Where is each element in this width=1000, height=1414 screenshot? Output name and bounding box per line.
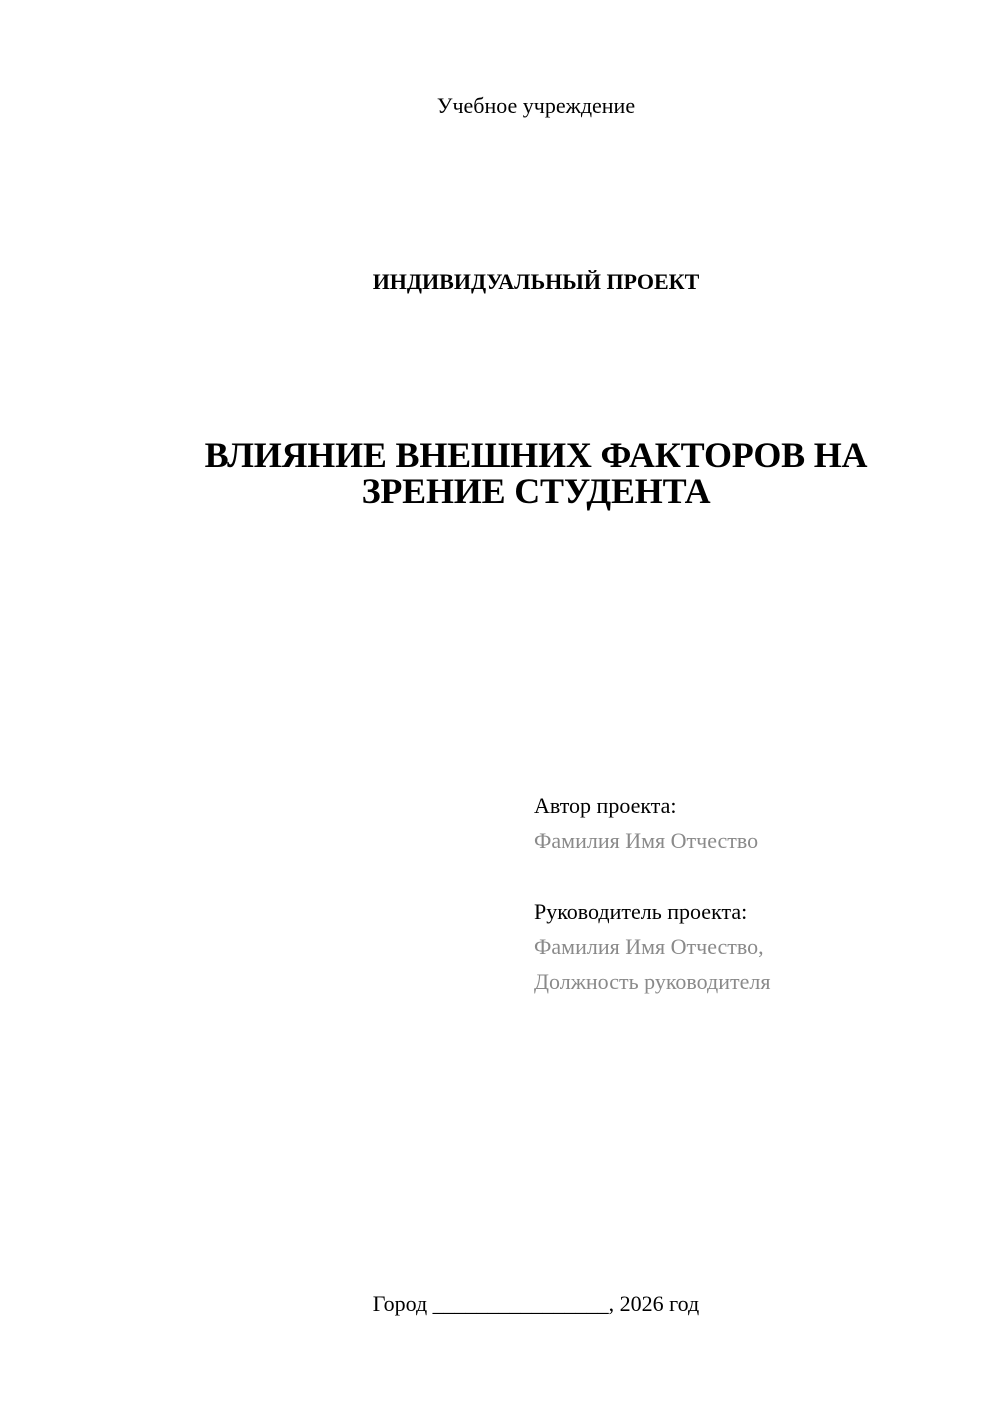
author-name: Фамилия Имя Отчество (534, 828, 759, 853)
project-type-heading: ИНДИВИДУАЛЬНЫЙ ПРОЕКТ (372, 269, 700, 294)
project-info-block (534, 788, 974, 999)
author-label: Автор проекта: (534, 793, 677, 818)
supervisor-name: Фамилия Имя Отчество, (534, 934, 764, 959)
project-title (36, 437, 1000, 509)
city-year-footer: Город ________________, 2026 год (372, 1291, 700, 1316)
institution-name: Учебное учреждение (436, 93, 636, 118)
project-title-line-1: ВЛИЯНИЕ ВНЕШНИХ ФАКТОРОВ НА (204, 435, 868, 475)
project-title-line-2: ЗРЕНИЕ СТУДЕНТА (361, 471, 711, 511)
supervisor-position: Должность руководителя (534, 969, 771, 994)
spacer (534, 858, 974, 894)
supervisor-label: Руководитель проекта: (534, 899, 748, 924)
